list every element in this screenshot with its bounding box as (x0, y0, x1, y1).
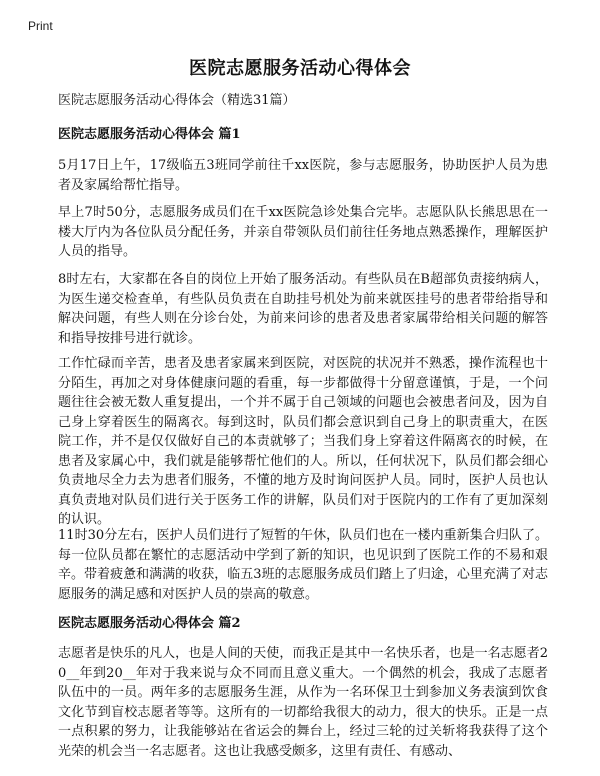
section-1-paragraph-5: 11时30分左右，医护人员们进行了短暂的午休，队员们也在一楼内重新集合归队了。每一位队员都在繁忙的志愿活动中学到了新的知识，也见识到了医院工作的不易和艰辛。带着疲惫和满满的收获，临五3班的志愿服务成员们踏上了归途，心里充满了对志愿服务的满足感和对医护人员的崇高的敬意。 (58, 528, 548, 602)
section-1-paragraph-2: 早上7时50分，志愿服务成员们在千xx医院急诊处集合完毕。志愿队队长熊思思在一楼大厅内为各位队员分配任务，并亲自带领队员们前往任务地点熟悉操作，理解医护人员的指导。 (58, 205, 548, 259)
section-1-paragraph-4: 工作忙碌而辛苦，患者及患者家属来到医院，对医院的状况并不熟悉，操作流程也十分陌生，再加之对身体健康问题的看重，每一步都做得十分留意谨慎，于是，一个问题往往会被无数人重复提出，一个并不属于自己领域的问题也会被患者问及，因为自己身上穿着医生的隔离衣。每到这时，队员们都会意识到自己身上的职责重大，在医院工作，并不是仅仅做好自己的本责就够了；当我们身上穿着这件隔离衣的时候，在患者及家属心中，我们就是能够帮忙他们的人。所以，任何状况下，队员们都会细心负责地尽全力去为患者们服务，不懂的地方及时询问医护人员。同时，医护人员也认真负责地对队员们进行关于医务工作的讲解，队员们对于医院内的工作有了更加深刻的认识。 (58, 356, 548, 527)
section-2-heading: 医院志愿服务活动心得体会 篇2 (58, 616, 241, 631)
section-1-paragraph-3: 8时左右，大家都在各自的岗位上开始了服务活动。有些队员在B超部负责接纳病人，为医生递交检查单，有些队员负责在自助挂号机处为前来就医挂号的患者带给指导和解决问题，有些人则在分诊台处，为前来问诊的患者及患者家属带给相关问题的解答和指导按排号进行就诊。 (58, 272, 548, 346)
print-label[interactable]: Print (28, 19, 53, 33)
section-1-heading: 医院志愿服务活动心得体会 篇1 (58, 127, 241, 142)
document-title: 医院志愿服务活动心得体会 (189, 58, 411, 79)
section-2-paragraph-1: 志愿者是快乐的凡人，也是人间的天使，而我正是其中一名快乐者，也是一名志愿者20__年到20__年对于我来说与众不同而且意义重大。一个偶然的机会，我成了志愿者队伍中的一员。两年多的志愿服务生涯，从作为一名环保卫士到参加义务表演到饮食文化节到盲校志愿者等等。这所有的一切都给我很大的动力，很大的快乐。正是一点一点积累的努力，让我能够站在省运会的舞台上，经过三轮的过关斩将我获得了这个光荣的机会当一名志愿者。这也让我感受颇多，这里有责任、有感动、 (58, 646, 548, 759)
section-1-paragraph-1: 5月17日上午，17级临五3班同学前往千xx医院，参与志愿服务，协助医护人员为患者及家属给帮忙指导。 (58, 158, 548, 193)
document-subtitle: 医院志愿服务活动心得体会（精选31篇） (58, 93, 296, 108)
